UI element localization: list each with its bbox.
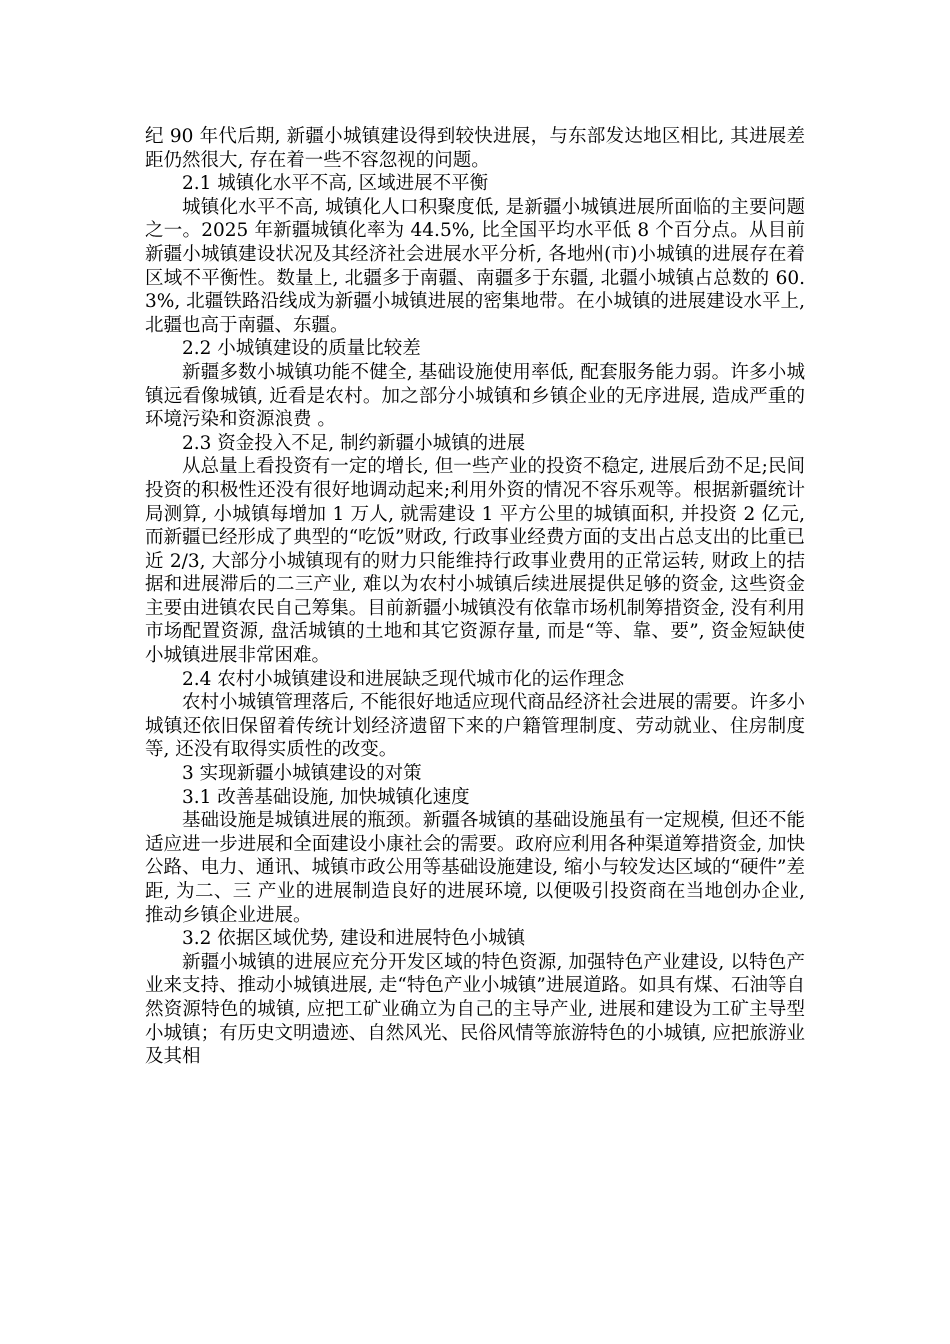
paragraph: 从总量上看投资有一定的增长, 但一些产业的投资不稳定, 进展后劲不足;民间投资的积极性还没有很好地调动起来;利用外资的情况不容乐观等。根据新疆统计局测算, 小城镇每增加 1 万人, 就需建设 1 平方公里的城镇面积, 并投资 2 亿元, 而新疆已经形成了典型的“吃饭”财政, 行政事业经费方面的支出占总支出的比重已近 2/3, 大部分小城镇现有的财力只能维持行政事业费用的正常运转, 财政上的拮据和进展滞后的二三产业, 难以为农村小城镇后续进展提供足够的资金, 这些资金主要由进镇农民自己筹集。目前新疆小城镇没有依靠市场机制筹措资金, 没有利用市场配置资源, 盘活城镇的土地和其它资源存量, 而是“等、靠、要”, 资金短缺使小城镇进展非常困难。 bbox=[145, 456, 805, 667]
document-page bbox=[145, 125, 805, 1069]
section-heading-3: 3 实现新疆小城镇建设的对策 bbox=[182, 763, 422, 785]
section-heading-2-4: 2.4 农村小城镇建设和进展缺乏现代城市化的运作理念 bbox=[182, 668, 625, 690]
section-heading-2-1: 2.1 城镇化水平不高, 区域进展不平衡 bbox=[182, 173, 489, 195]
section-heading-2-2: 2.2 小城镇建设的质量比较差 bbox=[182, 338, 421, 360]
section-heading-2-3: 2.3 资金投入不足, 制约新疆小城镇的进展 bbox=[182, 432, 526, 454]
paragraph: 新疆小城镇的进展应充分开发区域的特色资源, 加强特色产业建设, 以特色产业来支持、推动小城镇进展, 走“特色产业小城镇”进展道路。如具有煤、石油等自然资源特色的城镇, 应把工矿业确立为自己的主导产业, 进展和建设为工矿主导型小城镇；有历史文明遗迹、自然风光、民俗风情等旅游特色的小城镇, 应把旅游业及其相 bbox=[145, 951, 805, 1068]
paragraph: 农村小城镇管理落后, 不能很好地适应现代商品经济社会进展的需要。许多小城镇还依旧保留着传统计划经济遗留下来的户籍管理制度、劳动就业、住房制度等, 还没有取得实质性的改变。 bbox=[145, 692, 805, 761]
section-heading-3-2: 3.2 依据区域优势, 建设和进展特色小城镇 bbox=[182, 928, 526, 950]
paragraph: 基础设施是城镇进展的瓶颈。新疆各城镇的基础设施虽有一定规模, 但还不能适应进一步进展和全面建设小康社会的需要。政府应利用各种渠道筹措资金, 加快公路、电力、通讯、城镇市政公用等基础设施建设, 缩小与较发达区域的“硬件”差距, 为二、三 产业的进展制造良好的进展环境, 以便吸引投资商在当地创办企业, 推动乡镇企业进展。 bbox=[145, 810, 805, 926]
paragraph: 城镇化水平不高, 城镇化人口积聚度低, 是新疆小城镇进展所面临的主要问题之一。2025 年新疆城镇化率为 44.5%, 比全国平均水平低 8 个百分点。从目前新疆小城镇建设状况及其经济社会进展水平分析, 各地州(市)小城镇的进展存在着区域不平衡性。数量上, 北疆多于南疆、南疆多于东疆, 北疆小城镇占总数的 60.3%, 北疆铁路沿线成为新疆小城镇进展的密集地带。在小城镇的进展建设水平上, 北疆也高于南疆、东疆。 bbox=[145, 196, 805, 336]
paragraph: 新疆多数小城镇功能不健全, 基础设施使用率低, 配套服务能力弱。许多小城镇远看像城镇, 近看是农村。加之部分小城镇和乡镇企业的无序进展, 造成严重的环境污染和资源浪费 。 bbox=[145, 361, 805, 431]
paragraph-continued: 纪 90 年代后期, 新疆小城镇建设得到较快进展，与东部发达地区相比, 其进展差距仍然很大, 存在着一些不容忽视的问题。 bbox=[145, 126, 805, 171]
section-heading-3-1: 3.1 改善基础设施, 加快城镇化速度 bbox=[182, 786, 470, 808]
